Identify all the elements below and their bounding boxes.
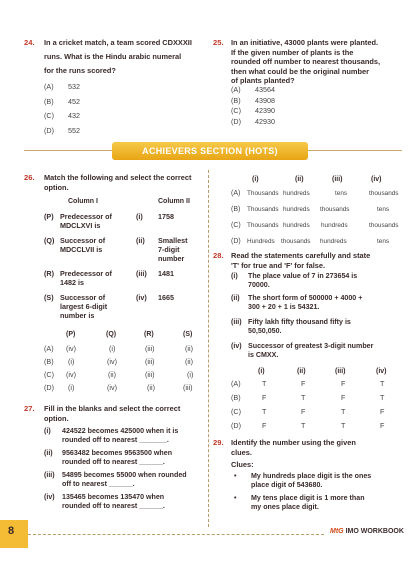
item-number: (ii) [44, 449, 53, 457]
q27-item-iii [44, 471, 206, 489]
row-text: Successor of [60, 236, 106, 245]
cell: T [380, 393, 385, 402]
q25-line: of plants planted? [231, 76, 295, 86]
option-label: (B) [44, 96, 54, 106]
row-key: (P) [44, 212, 54, 221]
cell: hundreds [283, 222, 310, 229]
cell: hundreds [283, 190, 310, 197]
option-value: 43908 [255, 95, 275, 105]
cell: (i) [187, 370, 194, 379]
cell: (iv) [66, 344, 76, 353]
cell: (iv) [107, 383, 117, 392]
option-value: 532 [68, 82, 80, 91]
q28-statement-ii [231, 294, 406, 312]
question-27-text [44, 404, 206, 423]
q28-statement-iii [231, 318, 406, 336]
q25-line: then what could be the original number [231, 66, 369, 76]
option-label: (B) [231, 206, 241, 213]
cell: F [262, 421, 267, 430]
question-25-text [231, 38, 401, 86]
q28-statement-i [231, 272, 406, 290]
cell: tens [377, 238, 390, 245]
item-text: 9563482 becomes 9563500 when [62, 449, 173, 457]
answer-head-s: (S) [183, 331, 193, 338]
answer-head-r: (R) [144, 331, 154, 338]
row-roman: (iv) [136, 293, 147, 302]
cell: (i) [109, 344, 116, 353]
cell: (iii) [145, 344, 155, 353]
table-head: (ii) [295, 176, 304, 183]
cell: tens [377, 206, 390, 213]
row-column-ii [158, 236, 188, 263]
option-value: 552 [68, 125, 80, 135]
footer-brand [330, 528, 404, 535]
row-text: Predecessor of [60, 269, 112, 278]
row-column-ii [158, 269, 174, 278]
cell: F [380, 421, 385, 430]
item-text: 300 + 20 + 1 is 54321. [248, 303, 320, 311]
row-text: 1758 [158, 212, 174, 221]
question-24-number: 24. [24, 38, 35, 47]
item-number: (i) [231, 272, 238, 280]
option-label: (C) [231, 222, 241, 229]
row-text: number [158, 254, 185, 263]
option-label: (A) [44, 344, 54, 353]
row-text: MDCLXVI is [60, 221, 101, 230]
q27-item-i [44, 427, 206, 445]
footer-rule [28, 534, 324, 535]
cell: (iii) [145, 357, 155, 366]
cell: (ii) [147, 383, 155, 392]
q28-line: Read the statements carefully and state [231, 251, 371, 260]
option-value: 42390 [255, 106, 275, 115]
cell: T [262, 407, 267, 416]
cell: Thousands [247, 206, 279, 213]
row-text: 7-digit [158, 245, 180, 254]
cell: tens [335, 190, 348, 197]
banner-rule-right [308, 150, 402, 151]
q28-line: 'T' for true and 'F' for false. [231, 260, 326, 270]
cell: T [301, 421, 306, 430]
row-key: (R) [44, 269, 54, 278]
item-number: (iii) [231, 318, 242, 326]
option-label: (B) [44, 357, 54, 366]
option-label: (D) [44, 125, 54, 135]
item-text: rounded off to nearest ______. [62, 458, 165, 466]
question-29-text [231, 438, 406, 457]
option-label: (C) [44, 370, 54, 379]
row-column-i [60, 269, 112, 287]
table-head: (i) [258, 368, 265, 375]
cell: thousands [281, 238, 311, 245]
option-label: (A) [231, 190, 241, 197]
table-head: (iii) [335, 368, 346, 375]
q29-line: clues. [231, 447, 252, 457]
row-text: Successor of [60, 293, 106, 302]
cell: thousands [369, 222, 399, 229]
q28-statement-iv [231, 342, 406, 360]
cell: F [262, 393, 267, 402]
option[interactable] [231, 117, 275, 128]
cell: hundreds [320, 238, 347, 245]
question-26-text [44, 173, 206, 192]
item-text: The place value of 7 in 273654 is [248, 272, 358, 280]
item-text: The short form of 500000 + 4000 + [248, 294, 363, 302]
item-text: Fifty lakh fifty thousand fifty is [248, 318, 351, 326]
option[interactable] [44, 81, 80, 94]
question-25-number: 25. [213, 38, 224, 47]
item-number: (iii) [44, 471, 55, 479]
q27-line: option. [44, 413, 69, 423]
item-text: off to nearest ______. [62, 480, 135, 488]
row-column-i [60, 236, 105, 254]
row-text: 1482 is [60, 278, 84, 287]
option[interactable] [44, 125, 80, 138]
row-text: 1665 [158, 293, 174, 302]
cell: (i) [68, 357, 75, 366]
table-head: (iv) [371, 176, 382, 183]
clue-text: My tens place digit is 1 more than [251, 494, 365, 502]
option-label: (D) [231, 421, 241, 430]
cell: thousands [369, 190, 399, 197]
answer-head-p: (P) [66, 331, 76, 338]
column-divider [208, 170, 209, 527]
cell: (ii) [185, 344, 193, 353]
option[interactable] [231, 106, 275, 117]
clues-label: Clues: [231, 460, 254, 469]
q25-line: rounded off number to nearest thousands, [231, 57, 381, 67]
row-roman: (iii) [136, 269, 147, 278]
option[interactable] [231, 96, 275, 107]
cell: (ii) [108, 370, 116, 379]
question-28-number: 28. [213, 251, 224, 260]
item-text: rounded off to nearest _______. [62, 436, 169, 444]
brand-text: IMO WORKBOOK [345, 528, 404, 535]
item-text: 424522 becomes 425000 when it is [62, 427, 179, 435]
option-label: (B) [231, 393, 241, 402]
row-roman: (ii) [136, 236, 145, 245]
item-text: 54895 becomes 55000 when rounded [62, 471, 187, 479]
row-column-i [60, 212, 112, 230]
item-text: rounded off to nearest ______. [62, 502, 165, 510]
bullet-icon: • [234, 494, 237, 502]
option-label: (D) [44, 383, 54, 392]
clue-text: My hundreds place digit is the ones [251, 472, 372, 480]
row-text: 1481 [158, 269, 174, 278]
q24-line: runs. What is the Hindu arabic numeral [44, 52, 182, 61]
row-column-ii [158, 293, 174, 302]
cell: F [341, 393, 346, 402]
item-text: 50,50,050. [248, 327, 282, 335]
cell: F [301, 407, 306, 416]
column-ii-heading: Column II [158, 198, 190, 205]
row-text: MDCCLVII is [60, 245, 103, 254]
option-value: 43564 [255, 85, 275, 94]
cell: hundreds [321, 222, 348, 229]
row-column-ii [158, 212, 174, 221]
row-key: (Q) [44, 236, 55, 245]
cell: T [301, 393, 306, 402]
cell: (iv) [107, 357, 117, 366]
option-label: (A) [44, 82, 54, 91]
row-roman: (i) [136, 212, 143, 221]
question-26-number: 26. [24, 173, 35, 182]
cell: Hundreds [247, 238, 275, 245]
option-label: (C) [231, 106, 241, 115]
row-text: Smallest [158, 236, 188, 245]
option[interactable] [44, 110, 80, 123]
item-number: (iv) [231, 342, 242, 350]
question-25-options [231, 85, 275, 127]
option-label: (B) [231, 95, 241, 105]
answer-head-q: (Q) [106, 331, 117, 338]
cell: (iv) [66, 370, 76, 379]
q27-item-ii [44, 449, 206, 467]
row-text: Predecessor of [60, 212, 112, 221]
cell: T [262, 379, 267, 388]
option-value: 42930 [255, 116, 275, 126]
banner-rule-left [24, 150, 112, 151]
item-number: (iv) [44, 493, 55, 501]
cell: thousands [320, 206, 350, 213]
option[interactable] [231, 85, 275, 96]
question-27-number: 27. [24, 404, 35, 413]
q25-line: If the given number of plants is the [231, 47, 354, 57]
question-24-text [44, 38, 206, 76]
option-value: 432 [68, 111, 80, 120]
q29-line: Identify the number using the given [231, 438, 356, 447]
cell: (i) [68, 383, 75, 392]
q26-line: option. [44, 182, 69, 192]
clue-text: place digit of 543680. [251, 481, 323, 489]
clue-item [231, 494, 406, 512]
cell: T [341, 421, 346, 430]
q24-line: In a cricket match, a team scored CDXXXII [44, 38, 192, 47]
q25-line: In an initiative, 43000 plants were planted. [231, 38, 379, 47]
item-number: (ii) [231, 294, 240, 302]
cell: T [341, 407, 346, 416]
item-number: (i) [44, 427, 51, 435]
option-label: (C) [44, 111, 54, 120]
option-label: (A) [231, 85, 241, 94]
table-head: (ii) [297, 368, 306, 375]
option[interactable] [44, 96, 80, 109]
q24-line: for the runs scored? [44, 66, 116, 75]
page-number: 8 [8, 525, 15, 537]
table-head: (iv) [376, 368, 387, 375]
bullet-icon: • [234, 472, 237, 480]
table-head: (i) [252, 176, 259, 183]
item-text: 135465 becomes 135470 when [62, 493, 165, 501]
clue-item [231, 472, 406, 490]
item-text: is CMXX. [248, 351, 279, 359]
question-24-options [44, 81, 80, 137]
brand-logo: MtG [330, 528, 344, 535]
cell: (iii) [183, 383, 193, 392]
table-head: (iii) [332, 176, 343, 183]
column-i-heading: Column I [68, 198, 98, 205]
option-label: (D) [231, 116, 241, 126]
q27-item-iv [44, 493, 206, 511]
q26-line: Match the following and select the correct [44, 173, 192, 182]
cell: Thousands [247, 190, 279, 197]
item-text: 70000. [248, 281, 270, 289]
q27-line: Fill in the blanks and select the correct [44, 404, 181, 413]
question-28-text [231, 251, 406, 270]
row-text: largest 6-digit [60, 302, 108, 311]
cell: Thousands [247, 222, 279, 229]
section-banner: ACHIEVERS SECTION (HOTS) [112, 142, 308, 160]
row-column-i [60, 293, 107, 320]
cell: T [380, 379, 385, 388]
cell: F [380, 407, 385, 416]
row-key: (S) [44, 293, 54, 302]
row-text: number is [60, 311, 95, 320]
option-label: (D) [231, 238, 241, 245]
clue-text: my ones place digit. [251, 503, 319, 511]
cell: F [301, 379, 306, 388]
question-29-number: 29. [213, 438, 224, 447]
item-text: Successor of greatest 3-digit number [248, 342, 374, 350]
option-value: 452 [68, 96, 80, 106]
cell: hundreds [283, 206, 310, 213]
option-label: (C) [231, 407, 241, 416]
cell: (iii) [145, 370, 155, 379]
cell: F [341, 379, 346, 388]
cell: (ii) [185, 357, 193, 366]
option-label: (A) [231, 379, 241, 388]
